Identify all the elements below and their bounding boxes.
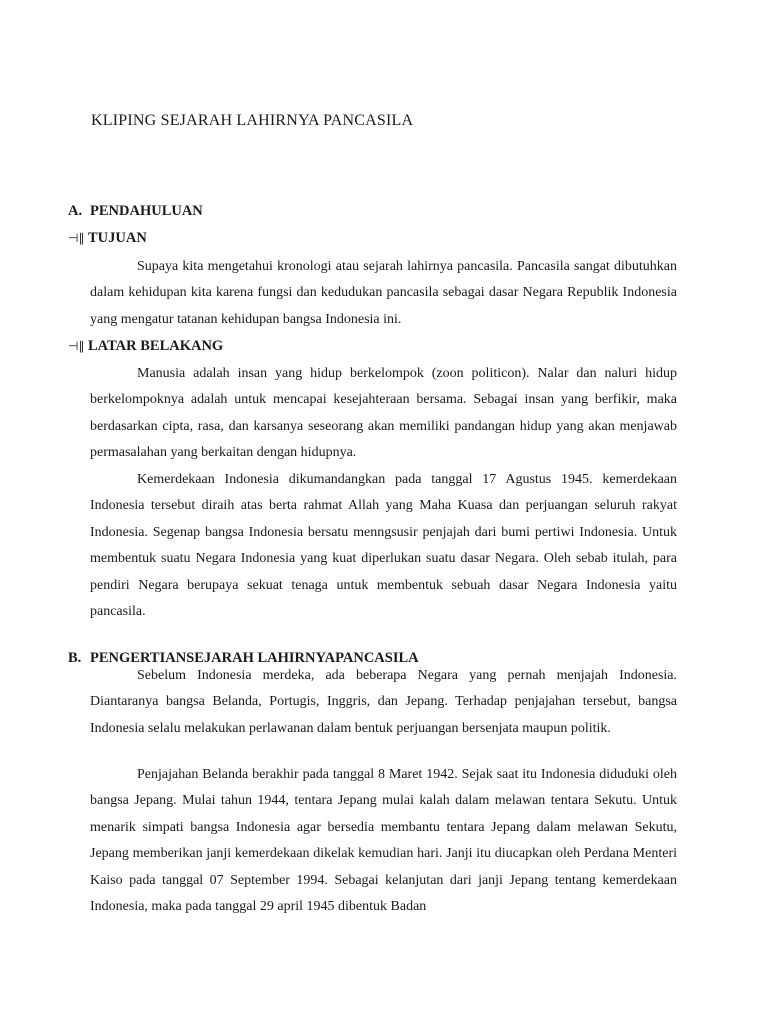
section-a-title: PENDAHULUAN [90, 203, 203, 219]
section-a-heading [68, 203, 203, 220]
document-title: KLIPING SEJARAH LAHIRNYA PANCASILA [91, 112, 414, 129]
section-b-title: PENGERTIANSEJARAH LAHIRNYAPANCASILA [90, 650, 419, 666]
latar-belakang-paragraph-1: Manusia adalah insan yang hidup berkelompok (zoon politicon). Nalar dan naluri hidup berkelompoknya adalah untuk mencapai kesejahteraan bersama. Sebagai insan yang berfikir, maka berdasarkan cipta, rasa, dan karsanya seseorang akan memiliki pandangan hidup yang akan menjawab permasalahan yang berkaitan dengan hidupnya. [90, 366, 677, 461]
subheading-tujuan [68, 230, 147, 247]
tujuan-label: TUJUAN [88, 230, 147, 246]
section-b-paragraph-2: Penjajahan Belanda berakhir pada tanggal 8 Maret 1942. Sejak saat itu Indonesia diduduki oleh bangsa Jepang. Mulai tahun 1944, tentara Jepang mulai kalah dalam melawan tentara Sekutu. Untuk menarik simpati bangsa Indonesia agar bersedia membantu tentara Jepang dalam melawan Sekutu, Jepang memberikan janji kemerdekaan dikelak kemudian hari. Janji itu diucapkan oleh Perdana Menteri Kaiso pada tanggal 07 September 1994. Sebagai kelanjutan dari janji Jepang tentang kemerdekaan Indonesia, maka pada tanggal 29 april 1945 dibentuk Badan [90, 767, 677, 915]
latar-belakang-paragraph-2: Kemerdekaan Indonesia dikumandangkan pada tanggal 17 Agustus 1945. kemerdekaan Indonesia tersebut diraih atas berta rahmat Allah yang Maha Kuasa dan perjuangan seluruh rakyat Indonesia. Segenap bangsa Indonesia bersatu menngsusir penjajah dari bumi pertiwi Indonesia. Untuk membentuk suatu Negara Indonesia yang kuat diperlukan suatu dasar Negara. Oleh sebab itulah, para pendiri Negara berupaya sekuat tenaga untuk membentuk sebuah dasar Negara Indonesia yaitu pancasila. [90, 472, 677, 620]
section-a-letter: A. [68, 203, 83, 219]
latar-belakang-label: LATAR BELAKANG [88, 338, 224, 354]
section-b-paragraph-1: Sebelum Indonesia merdeka, ada beberapa Negara yang pernah menjajah Indonesia. Diantaranya bangsa Belanda, Portugis, Inggris, dan Jepang. Terhadap penjajahan tersebut, bangsa Indonesia selalu melakukan perlawanan dalam bentuk perjuangan bersenjata maupun politik. [90, 668, 677, 736]
subheading-latar-belakang [68, 338, 223, 355]
tujuan-paragraph: Supaya kita mengetahui kronologi atau sejarah lahirnya pancasila. Pancasila sangat dibutuhkan dalam kehidupan kita karena fungsi dan kedudukan pancasila sebagai dasar Negara Republik Indonesia yang mengatur tatanan kehidupan bangsa Indonesia ini. [90, 259, 677, 327]
bullet-icon: ⊣∥ [68, 339, 85, 353]
bullet-icon: ⊣∥ [68, 231, 85, 245]
section-b-letter: B. [68, 650, 82, 666]
